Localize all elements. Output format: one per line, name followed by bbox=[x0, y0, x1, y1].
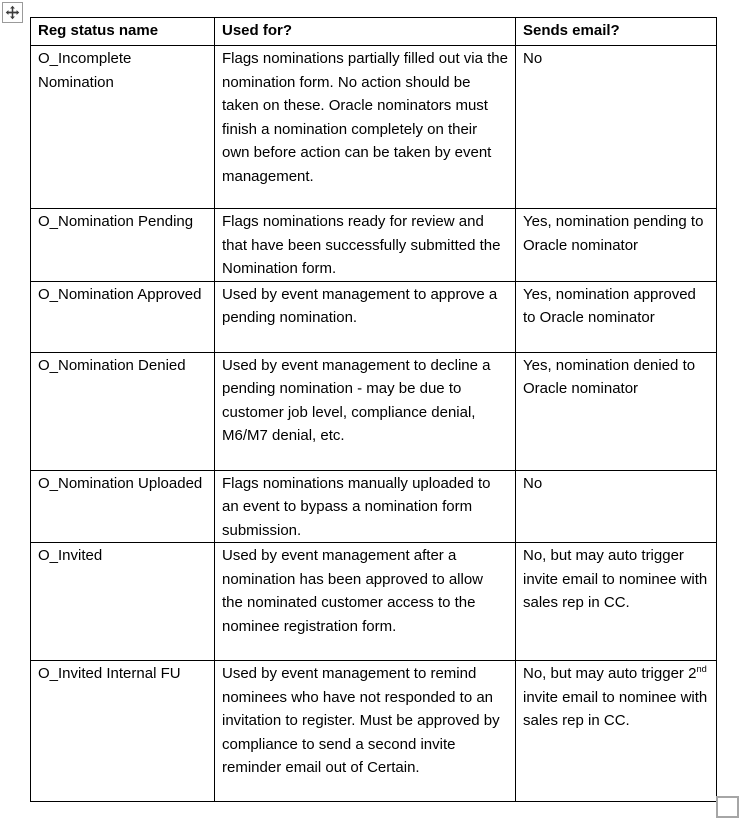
cell-reg-status[interactable]: O_Invited bbox=[31, 543, 215, 661]
cell-sends-email[interactable]: No bbox=[516, 46, 717, 209]
table-row bbox=[31, 661, 717, 802]
cell-used-for[interactable]: Used by event management after a nomination has been approved to allow the nominated customer access to the nominee registration form. bbox=[215, 543, 516, 661]
header-reg-status-name[interactable]: Reg status name bbox=[31, 18, 215, 46]
table-row bbox=[31, 46, 717, 209]
cell-used-for[interactable]: Used by event management to approve a pending nomination. bbox=[215, 281, 516, 352]
table-move-handle[interactable] bbox=[2, 2, 23, 23]
table-row bbox=[31, 470, 717, 543]
cell-reg-status[interactable]: O_Nomination Pending bbox=[31, 209, 215, 282]
cell-used-for[interactable]: Flags nominations manually uploaded to an event to bypass a nomination form submission. bbox=[215, 470, 516, 543]
cell-sends-email[interactable]: No, but may auto trigger invite email to nominee with sales rep in CC. bbox=[516, 543, 717, 661]
cell-reg-status[interactable]: O_Invited Internal FU bbox=[31, 661, 215, 802]
cell-sends-email[interactable]: Yes, nomination approved to Oracle nominator bbox=[516, 281, 717, 352]
cell-sends-email[interactable]: Yes, nomination denied to Oracle nominator bbox=[516, 352, 717, 470]
reg-status-table bbox=[30, 17, 717, 802]
table-resize-handle[interactable] bbox=[716, 796, 739, 818]
cell-used-for[interactable]: Used by event management to decline a pending nomination - may be due to customer job level, compliance denial, M6/M7 denial, etc. bbox=[215, 352, 516, 470]
table-header-row bbox=[31, 18, 717, 46]
cell-sends-email[interactable]: Yes, nomination pending to Oracle nominator bbox=[516, 209, 717, 282]
header-sends-email[interactable]: Sends email? bbox=[516, 18, 717, 46]
cell-reg-status[interactable]: O_Incomplete Nomination bbox=[31, 46, 215, 209]
table-row bbox=[31, 209, 717, 282]
move-icon bbox=[5, 5, 20, 20]
cell-used-for[interactable]: Flags nominations partially filled out via the nomination form. No action should be taken on these. Oracle nominators must finish a nomination completely on their own before action can be taken by event management. bbox=[215, 46, 516, 209]
cell-reg-status[interactable]: O_Nomination Uploaded bbox=[31, 470, 215, 543]
cell-reg-status[interactable]: O_Nomination Denied bbox=[31, 352, 215, 470]
cell-used-for[interactable]: Flags nominations ready for review and that have been successfully submitted the Nomination form. bbox=[215, 209, 516, 282]
table-row bbox=[31, 352, 717, 470]
cell-sends-email[interactable]: No bbox=[516, 470, 717, 543]
cell-used-for[interactable]: Used by event management to remind nominees who have not responded to an invitation to register. Must be approved by compliance to send a second invite reminder email out of Certain. bbox=[215, 661, 516, 802]
header-used-for[interactable]: Used for? bbox=[215, 18, 516, 46]
cell-reg-status[interactable]: O_Nomination Approved bbox=[31, 281, 215, 352]
table-row bbox=[31, 543, 717, 661]
cell-sends-email[interactable]: No, but may auto trigger 2nd invite email to nominee with sales rep in CC. bbox=[516, 661, 717, 802]
table-body bbox=[31, 46, 717, 802]
table-row bbox=[31, 281, 717, 352]
